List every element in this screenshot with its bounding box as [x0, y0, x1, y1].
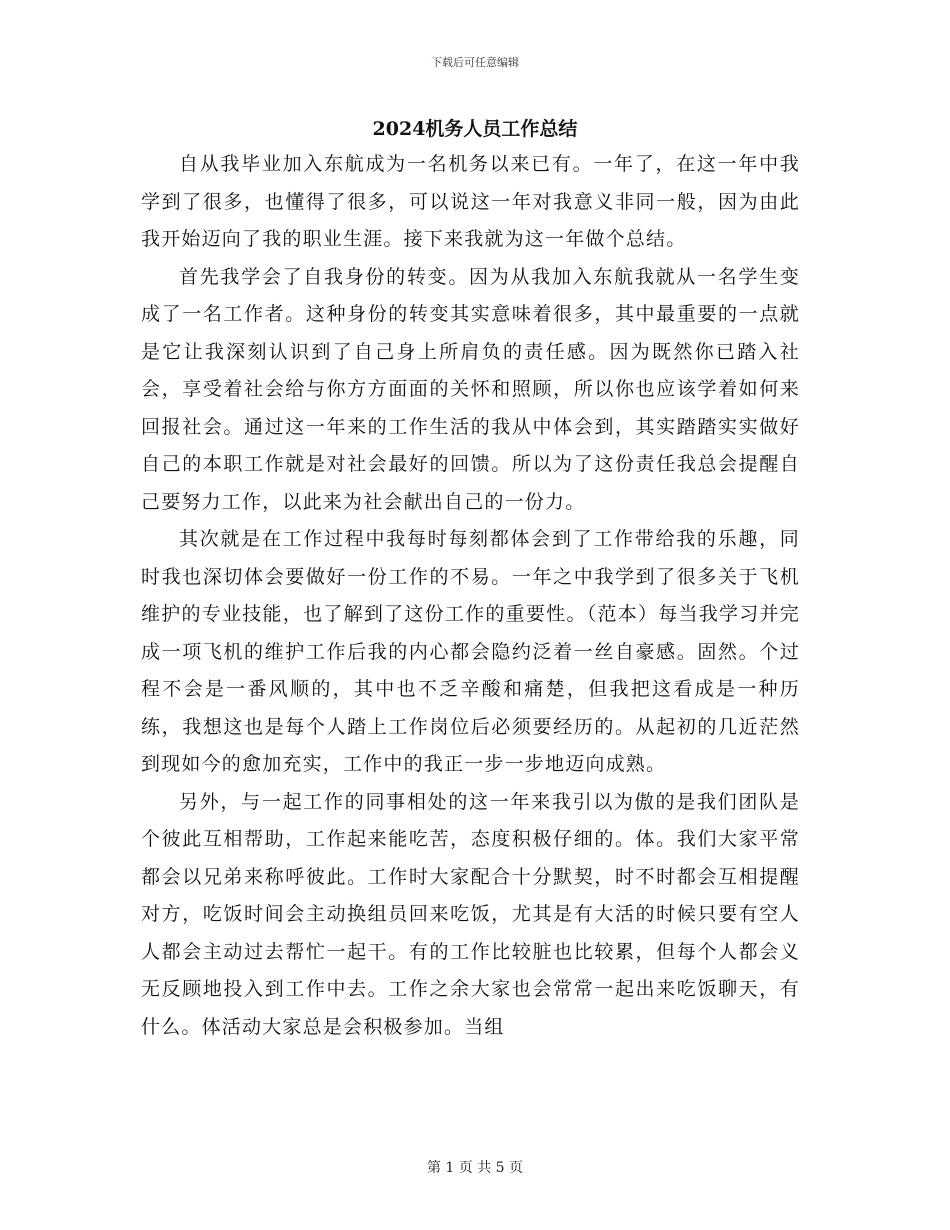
document-title: 2024机务人员工作总结 [372, 118, 578, 140]
paragraph-3: 其次就是在工作过程中我每时每刻都体会到了工作带给我的乐趣，同时我也深切体会要做好一份工作的不易。一年之中我学到了很多关于飞机维护的专业技能，也了解到了这份工作的重要性。（范本）每当我学习并完成一项飞机的维护工作后我的内心都会隐约泛着一丝自豪感。固然。个过程不会是一番风顺的，其中也不乏辛酸和痛楚，但我把这看成是一种历练，我想这也是每个人踏上工作岗位后必须要经历的。从起初的几近茫然到现如今的愈加充实，工作中的我正一步一步地迈向成熟。 [141, 528, 800, 775]
paragraph-1: 自从我毕业加入东航成为一名机务以来已有。一年了，在这一年中我学到了很多，也懂得了很多，可以说这一年对我意义非同一般，因为由此我开始迈向了我的职业生涯。接下来我就为这一年做个总结。 [141, 153, 800, 250]
paragraph-4: 另外，与一起工作的同事相处的这一年来我引以为傲的是我们团队是个彼此互相帮助，工作起来能吃苦，态度积极仔细的。体。我们大家平常都会以兄弟来称呼彼此。工作时大家配合十分默契，时不时都会互相提醒对方，吃饭时间会主动换组员回来吃饭，尤其是有大活的时候只要有空人人都会主动过去帮忙一起干。有的工作比较脏也比较累，但每个人都会义无反顾地投入到工作中去。工作之余大家也会常常一起出来吃饭聊天，有什么。体活动大家总是会积极参加。当组 [141, 790, 800, 1038]
paragraph-2: 首先我学会了自我身份的转变。因为从我加入东航我就从一名学生变成了一名工作者。这种身份的转变其实意味着很多，其中最重要的一点就是它让我深刻认识到了自己身上所肩负的责任感。因为既然你已踏入社会，享受着社会给与你方方面面的关怀和照顾，所以你也应该学着如何来回报社会。通过这一年来的工作生活的我从中体会到，其实踏踏实实做好自己的本职工作就是对社会最好的回馈。所以为了这份责任我总会提醒自己要努力工作，以此来为社会献出自己的一份力。 [141, 265, 800, 513]
document-body [141, 146, 800, 1046]
page-number: 第 1 页 共 5 页 [426, 1160, 524, 1176]
header-note: 下载后可任意编辑 [431, 56, 519, 69]
